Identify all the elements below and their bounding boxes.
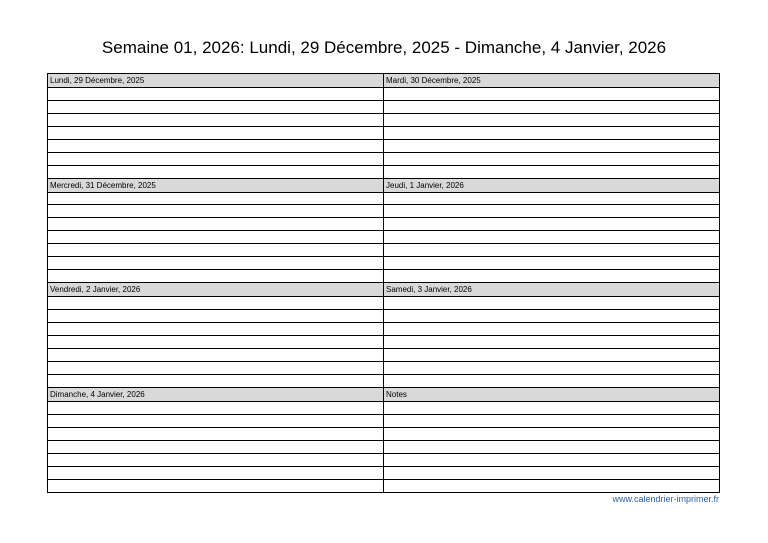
writing-line	[384, 375, 719, 387]
day-header: Samedi, 3 Janvier, 2026	[384, 283, 719, 297]
website-link[interactable]: www.calendrier-imprimer.fr	[612, 494, 719, 504]
writing-line	[384, 441, 719, 454]
writing-line	[48, 88, 383, 101]
writing-line	[384, 336, 719, 349]
writing-line	[384, 231, 719, 244]
writing-line	[48, 193, 383, 206]
writing-line	[384, 310, 719, 323]
writing-line	[48, 375, 383, 387]
writing-line	[48, 297, 383, 310]
writing-line	[48, 454, 383, 467]
day-box-wednesday	[48, 179, 384, 284]
writing-line	[48, 231, 383, 244]
writing-line	[384, 127, 719, 140]
weekly-planner-grid	[47, 73, 720, 493]
writing-line	[384, 140, 719, 153]
writing-line	[384, 415, 719, 428]
notes-header: Notes	[384, 388, 719, 402]
writing-line	[48, 270, 383, 282]
writing-line	[48, 218, 383, 231]
notes-box	[384, 388, 719, 493]
writing-line	[48, 127, 383, 140]
writing-line	[48, 101, 383, 114]
writing-line	[48, 153, 383, 166]
writing-line	[48, 166, 383, 178]
day-header: Jeudi, 1 Janvier, 2026	[384, 179, 719, 193]
writing-line	[48, 428, 383, 441]
writing-line	[384, 428, 719, 441]
day-header: Vendredi, 2 Janvier, 2026	[48, 283, 383, 297]
day-header: Mercredi, 31 Décembre, 2025	[48, 179, 383, 193]
writing-line	[48, 336, 383, 349]
day-header: Mardi, 30 Décembre, 2025	[384, 74, 719, 88]
day-box-thursday	[384, 179, 719, 284]
writing-line	[384, 257, 719, 270]
writing-line	[48, 310, 383, 323]
page-title: Semaine 01, 2026: Lundi, 29 Décembre, 2025 - Dimanche, 4 Janvier, 2026	[101, 38, 667, 57]
writing-line	[48, 140, 383, 153]
writing-line	[384, 454, 719, 467]
writing-line	[384, 349, 719, 362]
day-header: Lundi, 29 Décembre, 2025	[48, 74, 383, 88]
writing-line	[384, 205, 719, 218]
writing-line	[384, 362, 719, 375]
writing-line	[48, 362, 383, 375]
writing-line	[48, 402, 383, 415]
writing-line	[384, 480, 719, 492]
day-box-tuesday	[384, 74, 719, 179]
writing-line	[48, 467, 383, 480]
writing-line	[384, 218, 719, 231]
writing-line	[384, 101, 719, 114]
writing-line	[48, 323, 383, 336]
writing-line	[48, 257, 383, 270]
writing-line	[48, 205, 383, 218]
day-box-monday	[48, 74, 384, 179]
writing-line	[48, 349, 383, 362]
writing-line	[384, 323, 719, 336]
writing-line	[384, 193, 719, 206]
writing-line	[384, 153, 719, 166]
writing-line	[384, 402, 719, 415]
writing-line	[384, 114, 719, 127]
writing-line	[384, 166, 719, 178]
day-box-friday	[48, 283, 384, 388]
day-header: Dimanche, 4 Janvier, 2026	[48, 388, 383, 402]
writing-line	[384, 467, 719, 480]
writing-line	[48, 114, 383, 127]
writing-line	[48, 480, 383, 492]
writing-line	[48, 441, 383, 454]
writing-line	[48, 415, 383, 428]
writing-line	[384, 88, 719, 101]
writing-line	[384, 297, 719, 310]
writing-line	[384, 270, 719, 282]
day-box-sunday	[48, 388, 384, 493]
writing-line	[48, 244, 383, 257]
writing-line	[384, 244, 719, 257]
day-box-saturday	[384, 283, 719, 388]
